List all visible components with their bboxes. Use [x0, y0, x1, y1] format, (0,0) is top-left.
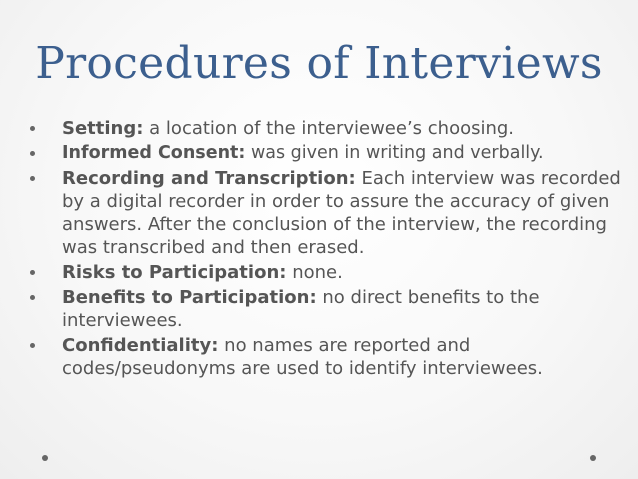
- bullet-item-recording-transcription: [28, 167, 626, 259]
- bullet-text: a location of the interviewee’s choosing.: [143, 118, 515, 139]
- bullet-item-informed-consent: [28, 142, 626, 165]
- bullet-dot-icon: [30, 151, 35, 156]
- bullet-item-confidentiality: [28, 334, 626, 380]
- bullet-list: [28, 117, 626, 382]
- bullet-label: Informed Consent:: [62, 143, 246, 163]
- bullet-dot-icon: [42, 455, 48, 461]
- bullet-item-setting: [28, 117, 626, 140]
- bullet-dot-icon: [30, 176, 35, 181]
- bullet-label: Risks to Participation:: [62, 262, 287, 283]
- bullet-text: no names are reported and codes/pseudonyms are used to identify interviewees.: [62, 335, 543, 379]
- bullet-text: was given in writing and verbally.: [245, 143, 544, 163]
- bullet-item-benefits: [28, 286, 626, 332]
- slide-title: Procedures of Interviews: [35, 38, 603, 89]
- bullet-dot-icon: [30, 270, 35, 275]
- bullet-label: Confidentiality:: [62, 335, 219, 356]
- bullet-label: Recording and Transcription:: [62, 168, 356, 189]
- bullet-item-risks: [28, 261, 626, 284]
- bullet-label: Setting:: [62, 118, 144, 139]
- bullet-text: Each interview was recorded by a digital recorder in order to assure the accuracy of given answers. After the conclusion of the interview, the recording was transcribed and then erased.: [62, 168, 621, 258]
- bullet-text: no direct benefits to the interviewees.: [62, 287, 540, 331]
- bullet-dot-icon: [590, 455, 596, 461]
- bullet-dot-icon: [30, 126, 35, 131]
- bullet-dot-icon: [30, 295, 35, 300]
- bullet-dot-icon: [30, 343, 35, 348]
- bullet-text: none.: [286, 262, 343, 283]
- bullet-label: Benefits to Participation:: [62, 287, 317, 308]
